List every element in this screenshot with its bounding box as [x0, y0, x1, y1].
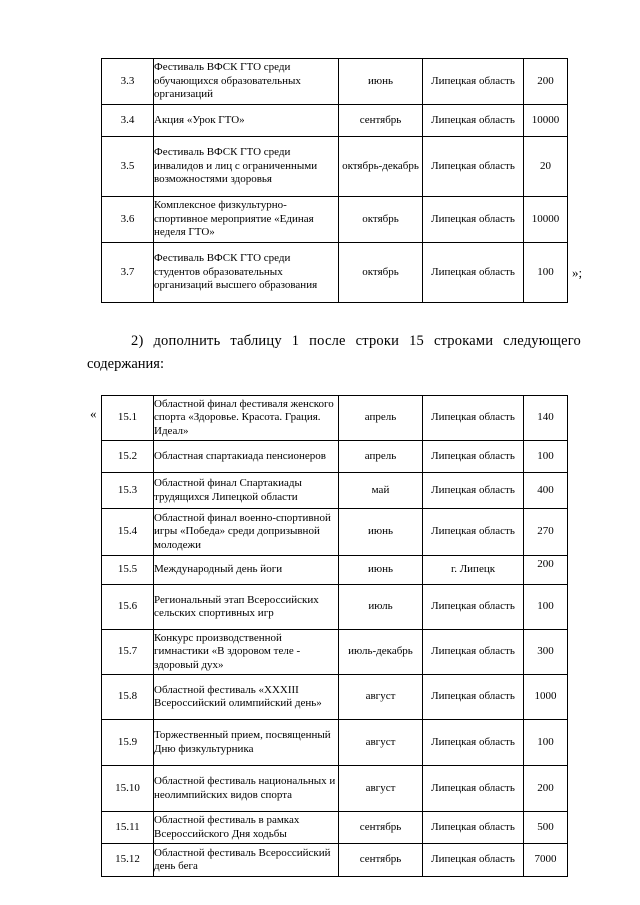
event-period: апрель	[339, 396, 423, 441]
event-period: сентябрь	[339, 812, 423, 844]
participant-count: 1000	[524, 675, 568, 720]
event-name: Фестиваль ВФСК ГТО среди инвалидов и лиц с ограниченными возможностями здоровья	[154, 137, 339, 197]
event-region: Липецкая область	[423, 243, 524, 303]
participant-count: 200	[524, 766, 568, 812]
event-name: Областной фестиваль в рамках Всероссийского Дня ходьбы	[154, 812, 339, 844]
participant-count: 140	[524, 396, 568, 441]
event-period: октябрь	[339, 197, 423, 243]
row-number: 15.5	[102, 556, 154, 585]
table-row	[102, 509, 568, 556]
event-region: Липецкая область	[423, 441, 524, 473]
participant-count: 270	[524, 509, 568, 556]
participant-count: 200	[524, 556, 568, 585]
event-region: Липецкая область	[423, 675, 524, 720]
event-period: июнь	[339, 556, 423, 585]
event-period: октябрь-декабрь	[339, 137, 423, 197]
participant-count: 200	[524, 59, 568, 105]
event-period: октябрь	[339, 243, 423, 303]
event-region: г. Липецк	[423, 556, 524, 585]
row-number: 15.11	[102, 812, 154, 844]
event-name: Областной финал военно-спортивной игры «Победа» среди допризывной молодежи	[154, 509, 339, 556]
event-period: август	[339, 675, 423, 720]
event-period: апрель	[339, 441, 423, 473]
event-region: Липецкая область	[423, 509, 524, 556]
row-number: 15.7	[102, 630, 154, 675]
event-region: Липецкая область	[423, 630, 524, 675]
row-number: 15.10	[102, 766, 154, 812]
participant-count: 7000	[524, 844, 568, 877]
table-row	[102, 720, 568, 766]
event-name: Комплексное физкультурно-спортивное мероприятие «Единая неделя ГТО»	[154, 197, 339, 243]
closing-quote-mark: »;	[572, 265, 583, 280]
event-region: Липецкая область	[423, 766, 524, 812]
participant-count: 20	[524, 137, 568, 197]
row-number: 15.2	[102, 441, 154, 473]
table-row	[102, 844, 568, 877]
participant-count: 100	[524, 585, 568, 630]
event-region: Липецкая область	[423, 59, 524, 105]
event-region: Липецкая область	[423, 396, 524, 441]
event-name: Областной фестиваль Всероссийский день бега	[154, 844, 339, 877]
event-name: Областной финал фестиваля женского спорта «Здоровье. Красота. Грация. Идеал»	[154, 396, 339, 441]
row-number: 3.5	[102, 137, 154, 197]
event-region: Липецкая область	[423, 473, 524, 509]
event-period: май	[339, 473, 423, 509]
table-row	[102, 556, 568, 585]
table-row	[102, 243, 568, 303]
event-region: Липецкая область	[423, 585, 524, 630]
table-row	[102, 630, 568, 675]
event-period: июнь	[339, 509, 423, 556]
participant-count: 100	[524, 720, 568, 766]
row-number: 3.7	[102, 243, 154, 303]
participant-count: 100	[524, 441, 568, 473]
participant-count: 500	[524, 812, 568, 844]
event-name: Акция «Урок ГТО»	[154, 105, 339, 137]
table-row	[102, 197, 568, 243]
event-name: Фестиваль ВФСК ГТО среди обучающихся образовательных организаций	[154, 59, 339, 105]
table-row	[102, 473, 568, 509]
row-number: 15.9	[102, 720, 154, 766]
table-row	[102, 105, 568, 137]
sports-events-table-part-15	[101, 395, 568, 877]
participant-count: 400	[524, 473, 568, 509]
event-name: Областной фестиваль «XXXIII Всероссийский олимпийский день»	[154, 675, 339, 720]
event-region: Липецкая область	[423, 720, 524, 766]
event-name: Конкурс производственной гимнастики «В здоровом теле - здоровый дух»	[154, 630, 339, 675]
event-period: август	[339, 766, 423, 812]
row-number: 15.8	[102, 675, 154, 720]
sports-events-table-part-3	[101, 58, 568, 303]
event-region: Липецкая область	[423, 812, 524, 844]
row-number: 3.3	[102, 59, 154, 105]
row-number: 15.12	[102, 844, 154, 877]
table-row	[102, 766, 568, 812]
event-name: Областной фестиваль национальных и неолимпийских видов спорта	[154, 766, 339, 812]
event-name: Региональный этап Всероссийских сельских спортивных игр	[154, 585, 339, 630]
table-row	[102, 812, 568, 844]
event-name: Международный день йоги	[154, 556, 339, 585]
table-row	[102, 396, 568, 441]
table-row	[102, 675, 568, 720]
event-region: Липецкая область	[423, 105, 524, 137]
row-number: 15.3	[102, 473, 154, 509]
amendment-paragraph-continuation: содержания:	[87, 356, 165, 372]
participant-count: 10000	[524, 197, 568, 243]
event-period: сентябрь	[339, 105, 423, 137]
table-row	[102, 137, 568, 197]
event-period: июль	[339, 585, 423, 630]
opening-quote-mark: «	[90, 406, 97, 421]
event-name: Фестиваль ВФСК ГТО среди студентов образовательных организаций высшего образования	[154, 243, 339, 303]
event-period: август	[339, 720, 423, 766]
event-region: Липецкая область	[423, 137, 524, 197]
event-period: июнь	[339, 59, 423, 105]
participant-count: 300	[524, 630, 568, 675]
event-period: июль-декабрь	[339, 630, 423, 675]
row-number: 15.4	[102, 509, 154, 556]
event-region: Липецкая область	[423, 844, 524, 877]
participant-count: 10000	[524, 105, 568, 137]
row-number: 15.1	[102, 396, 154, 441]
event-period: сентябрь	[339, 844, 423, 877]
row-number: 15.6	[102, 585, 154, 630]
event-name: Торжественный прием, посвященный Дню физкультурника	[154, 720, 339, 766]
row-number: 3.4	[102, 105, 154, 137]
table-row	[102, 585, 568, 630]
row-number: 3.6	[102, 197, 154, 243]
event-name: Областной финал Спартакиады трудящихся Липецкой области	[154, 473, 339, 509]
table-row	[102, 59, 568, 105]
event-name: Областная спартакиада пенсионеров	[154, 441, 339, 473]
event-region: Липецкая область	[423, 197, 524, 243]
table-row	[102, 441, 568, 473]
participant-count: 100	[524, 243, 568, 303]
amendment-paragraph: 2) дополнить таблицу 1 после строки 15 строками следующего	[131, 333, 581, 349]
